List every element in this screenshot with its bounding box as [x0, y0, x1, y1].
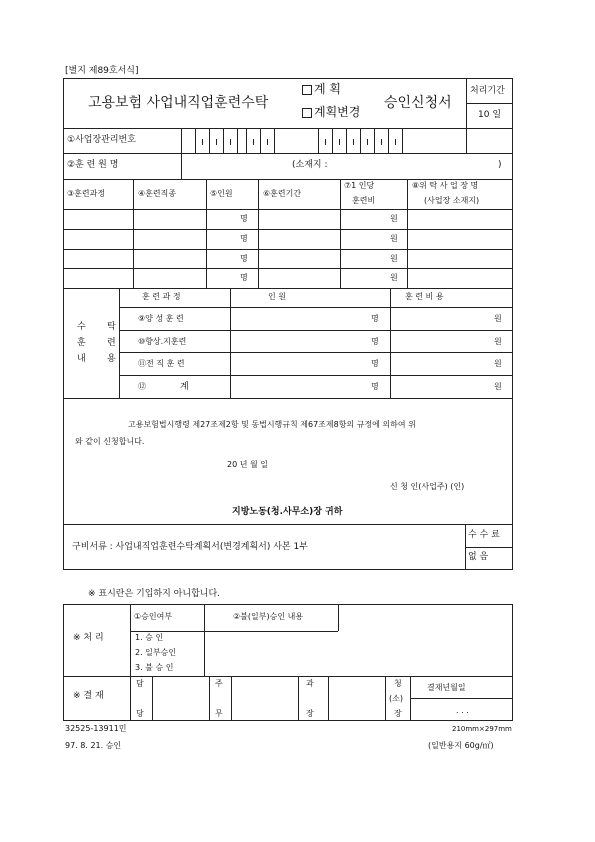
- divider: [119, 330, 513, 331]
- approval-status-head: ①승인여부: [134, 612, 173, 621]
- divider: [119, 352, 513, 353]
- header-course: ③훈련과정: [67, 189, 106, 198]
- note-text: ※ 표시란은 기입하지 아니합니다.: [88, 589, 221, 599]
- process-label: ※ 처 리: [73, 633, 104, 643]
- divider: [385, 676, 386, 721]
- form-frame: [63, 78, 513, 570]
- unit-person: 명: [240, 273, 248, 282]
- digit-separator: [374, 128, 375, 153]
- option-approve: 1. 승 인: [135, 633, 164, 642]
- summary-row-label: ⑫: [138, 382, 146, 391]
- divider: [63, 288, 513, 289]
- approval-cell-chief-bottom: 장: [394, 709, 402, 718]
- digit-tick: [325, 139, 326, 145]
- option-reject: 3. 불 승 인: [135, 663, 174, 672]
- divider: [338, 604, 339, 631]
- divider: [152, 676, 153, 721]
- approval-date-label: 결재년월일: [427, 683, 466, 692]
- divider: [298, 676, 299, 721]
- divider: [63, 153, 513, 154]
- title-option-plan: 계 획: [302, 83, 341, 95]
- approval-cell-manager-top: 주: [215, 679, 223, 688]
- fee-label: 수 수 료: [468, 530, 500, 540]
- side-label-1b: 탁: [107, 322, 116, 332]
- summary-head-people: 인 원: [268, 292, 286, 301]
- unit-won: 원: [494, 314, 502, 323]
- divider: [130, 604, 131, 721]
- divider: [63, 229, 513, 230]
- divider: [181, 128, 182, 179]
- footer-paper: (일반용지 60g/㎡): [428, 741, 494, 750]
- digit-tick: [395, 139, 396, 145]
- approval-cell-staff-top: 담: [136, 679, 144, 688]
- divider: [410, 698, 513, 699]
- digit-separator: [209, 128, 210, 153]
- divider: [63, 268, 513, 269]
- digit-tick: [230, 139, 231, 145]
- approval-cell-chief-top: 청: [394, 679, 402, 688]
- unit-won: 원: [390, 273, 398, 282]
- divider: [465, 547, 513, 548]
- unit-person: 명: [240, 214, 248, 223]
- divider: [63, 209, 513, 210]
- header-occupation: ④훈련직종: [138, 189, 177, 198]
- header-period: ⑥훈련기간: [263, 189, 302, 198]
- header-people: ⑤인원: [210, 189, 233, 198]
- digit-separator: [360, 128, 361, 153]
- divider: [466, 103, 513, 104]
- title-option-plan-change: 계획변경: [302, 106, 360, 118]
- approval-cell-chief-mid: (소): [389, 694, 403, 703]
- digit-separator: [332, 128, 333, 153]
- statement-line2: 와 같이 신청합니다.: [75, 437, 145, 446]
- summary-row-label: ⑪전 직 훈 련: [138, 359, 185, 368]
- required-documents: 구비서류 : 사업내직업훈련수탁계획서(변경계획서) 사본 1부: [72, 542, 308, 552]
- digit-tick: [339, 139, 340, 145]
- divider: [119, 307, 513, 308]
- summary-row-label: ⑨양 성 훈 련: [138, 314, 184, 323]
- approval-date-dots: . . .: [456, 706, 469, 715]
- summary-head-course: 훈 련 과 정: [142, 292, 181, 301]
- divider: [340, 179, 341, 288]
- divider: [328, 676, 329, 721]
- header-cost-line1: ⑦1 인당: [344, 181, 375, 190]
- divider: [63, 128, 513, 129]
- summary-head-cost: 훈 련 비 용: [405, 292, 444, 301]
- title-right: 승인신청서: [384, 95, 452, 111]
- unit-person: 명: [371, 337, 379, 346]
- side-label-3a: 내: [77, 354, 86, 364]
- summary-row-label: ⑩향상.지훈련: [138, 337, 187, 346]
- form-tag: [별지 제89호서식]: [65, 66, 139, 76]
- digit-separator: [237, 128, 238, 153]
- divider: [63, 249, 513, 250]
- digit-tick: [353, 139, 354, 145]
- approval-cell-section-bottom: 장: [306, 709, 314, 718]
- unit-won: 원: [494, 382, 502, 391]
- divider: [63, 676, 513, 677]
- footer-code: 32525-13911민: [65, 724, 127, 733]
- divider: [258, 179, 259, 288]
- digit-separator: [274, 128, 275, 153]
- digit-separator: [223, 128, 224, 153]
- side-label-3b: 용: [107, 354, 116, 364]
- unit-person: 명: [240, 254, 248, 263]
- side-label-2b: 련: [107, 338, 116, 348]
- digit-separator: [246, 128, 247, 153]
- unit-person: 명: [240, 234, 248, 243]
- digit-tick: [381, 139, 382, 145]
- unit-person: 명: [371, 314, 379, 323]
- unit-won: 원: [390, 234, 398, 243]
- divider: [204, 604, 205, 676]
- digit-tick: [367, 139, 368, 145]
- addressee: 지방노동(청.사무소)장 귀하: [232, 507, 343, 517]
- rejection-detail-head: ②불(일부)승인 내용: [233, 612, 304, 621]
- digit-separator: [346, 128, 347, 153]
- approval-label: ※ 결 재: [73, 691, 104, 701]
- divider: [63, 524, 513, 525]
- divider: [63, 398, 513, 399]
- side-label-1a: 수: [77, 322, 86, 332]
- header-consign-line2: (사업장 소재지): [424, 196, 480, 205]
- digit-tick: [216, 139, 217, 145]
- checkbox-icon: [302, 108, 312, 118]
- divider: [466, 128, 467, 153]
- digit-tick: [202, 139, 203, 145]
- divider: [230, 288, 231, 398]
- unit-won: 원: [390, 254, 398, 263]
- application-date: 20 년 월 일: [227, 460, 268, 469]
- approval-cell-section-top: 과: [306, 679, 314, 688]
- approval-cell-manager-bottom: 무: [215, 709, 223, 718]
- digit-separator: [195, 128, 196, 153]
- digit-tick: [253, 139, 254, 145]
- approval-cell-staff-bottom: 당: [136, 709, 144, 718]
- divider: [130, 631, 338, 632]
- divider: [206, 179, 207, 288]
- fee-value: 없 음: [468, 552, 489, 562]
- unit-person: 명: [371, 382, 379, 391]
- digit-separator: [318, 128, 319, 153]
- deadline-label: 처리기간: [470, 86, 505, 96]
- institution-location-label: (소재지 :: [292, 160, 328, 170]
- total-label: 계: [180, 382, 189, 392]
- divider: [63, 179, 513, 180]
- divider: [390, 288, 391, 398]
- divider: [119, 375, 513, 376]
- digit-separator: [388, 128, 389, 153]
- checkbox-icon: [302, 85, 312, 95]
- location-close: ): [498, 160, 502, 170]
- applicant-signature: 신 청 인(사업주) (인): [390, 482, 465, 491]
- deadline-value: 10 일: [478, 110, 502, 120]
- title-left: 고용보험 사업내직업훈련수탁: [88, 95, 269, 111]
- unit-won: 원: [390, 214, 398, 223]
- unit-won: 원: [494, 359, 502, 368]
- digit-tick: [267, 139, 268, 145]
- side-label-2a: 훈: [77, 338, 86, 348]
- header-cost-line2: 훈련비: [352, 196, 376, 205]
- business-number-label: ①사업장관리번호: [67, 135, 136, 145]
- header-consign-line1: ⑧위 탁 사 업 장 명: [412, 181, 479, 190]
- divider: [209, 676, 210, 721]
- divider: [231, 676, 232, 721]
- institution-name-label: ②훈 련 원 명: [67, 160, 119, 170]
- digit-separator: [402, 128, 403, 153]
- unit-won: 원: [494, 337, 502, 346]
- option-partial: 2. 일부승인: [135, 648, 177, 657]
- unit-person: 명: [371, 359, 379, 368]
- divider: [407, 179, 408, 288]
- divider: [119, 288, 120, 398]
- digit-separator: [260, 128, 261, 153]
- divider: [133, 179, 134, 288]
- statement-line1: 고용보험법시행령 제27조제2항 및 동법시행규칙 제67조제8항의 규정에 의하여 위: [128, 420, 416, 429]
- footer-approved: 97. 8. 21. 승인: [65, 741, 122, 750]
- footer-size: 210mm×297mm: [452, 725, 512, 733]
